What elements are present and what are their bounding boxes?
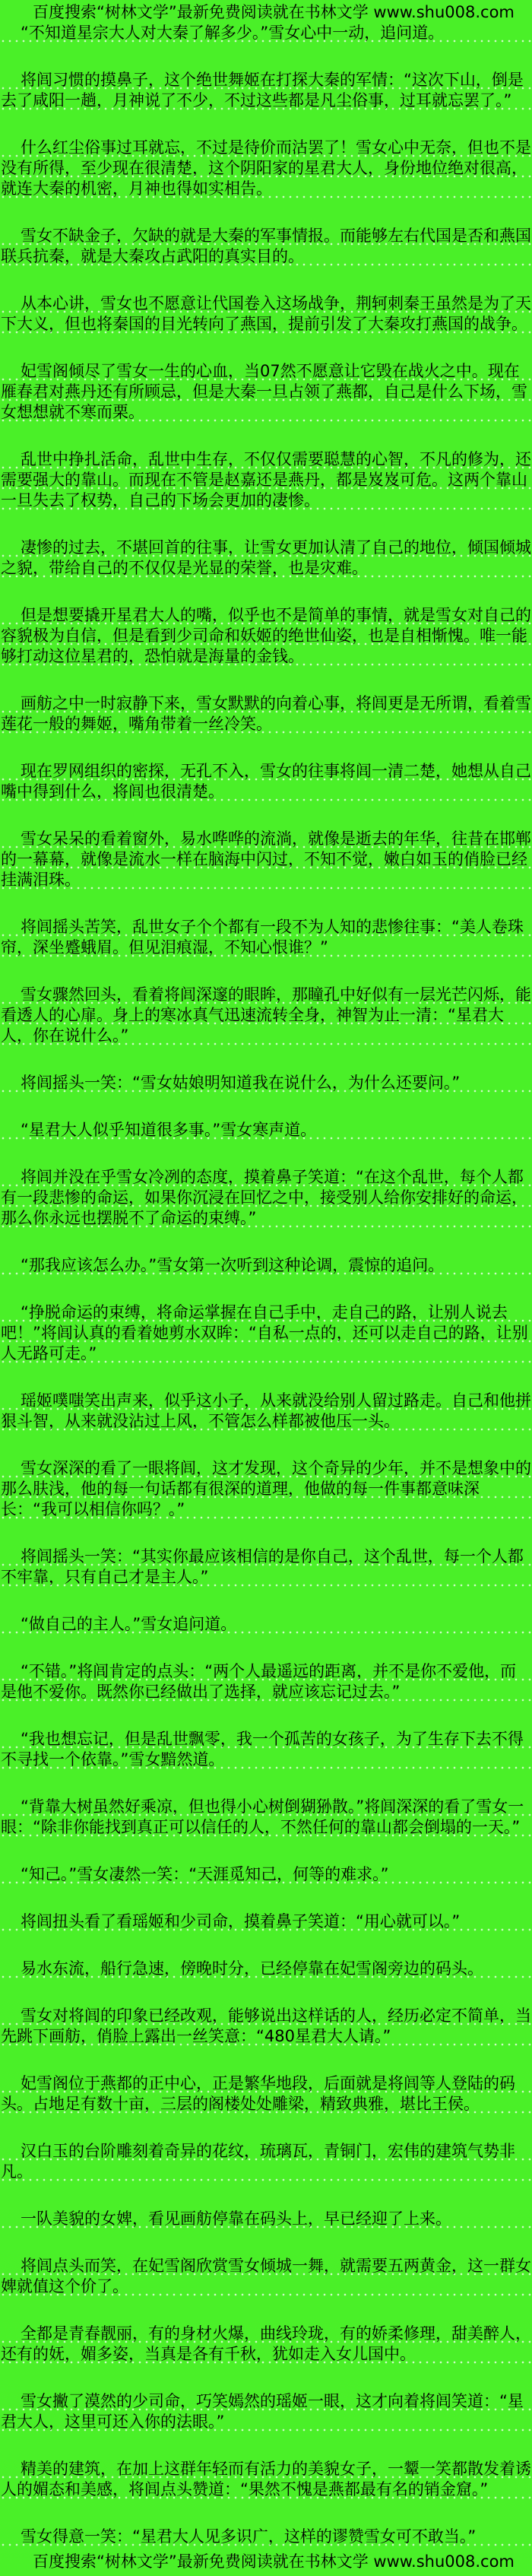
promo-header: 百度搜索“树林文学”最新免费阅读就在书林文学 www.shu008.com [33,3,515,21]
paragraph: 画舫之中一时寂静下来，雪女默默的向着心事，将闾更是无所谓，看着雪莲花一般的舞姬，嘴角带着一丝冷笑。 [1,694,531,733]
paragraph: 凄惨的过去，不堪回首的往事，让雪女更加认清了自己的地位，倾国倾城之貌，带给自己的不仅仅是光显的荣誉，也是灾难。 [1,538,531,577]
paragraph: 雪女得意一笑：“星君大人见多识广，这样的谬赞雪女可不敢当。” [1,2527,531,2547]
paragraph: 从本心讲，雪女也不愿意让代国卷入这场战争，荆轲刺秦王虽然是为了天下大义，但也将秦国的目光转向了燕国，提前引发了大秦攻打燕国的战争。 [1,294,531,333]
paragraph: 雪女不缺金子，欠缺的就是大秦的军事情报。而能够左右代国是否和燕国联兵抗秦，就是大秦攻占武阳的真实目的。 [1,227,531,265]
promo-footer: 百度搜索“树林文学”最新免费阅读就在书林文学 www.shu008.com [33,2552,515,2571]
paragraph: 雪女撇了漠然的少司命，巧笑嫣然的瑶姬一眼，这才向着将闾笑道：“星君大人，这里可还入你的法眼。” [1,2391,531,2432]
paragraph: 妃雪阁倾尽了雪女一生的心血，当07然不愿意让它毁在战火之中。现在雁春君对燕丹还有所顾忌，但是大秦一旦占领了燕都，自己是什么下场，雪女想想就不寒而栗。 [1,361,531,423]
paragraph: 但是想要撬开星君大人的嘴，似乎也不是简单的事情，就是雪女对自己的容貌极为自信，但是看到少司命和妖姬的绝世仙姿，也是自相惭愧。唯一能够打动这位星君的，恐怕就是海量的金钱。 [1,606,531,665]
paragraph: 乱世中挣扎活命，乱世中生存，不仅仅需要聪慧的心智，不凡的修为，还需要强大的靠山。而现在不管是赵嘉还是燕丹，都是岌岌可危。这两个靠山一旦失去了权势，自己的下场会更加的凄惨。 [1,450,531,509]
paragraph: 将闾习惯的摸鼻子，这个绝世舞姬在打探大秦的军情：“这次下山，倒是去了咸阳一趟，月神说了不少，不过这些都是凡尘俗事，过耳就忘罢了。” [1,70,531,111]
paragraph: 将闾摇头苦笑，乱世女子个个都有一段不为人知的悲惨往事：“美人卷珠帘，深坐蹙蛾眉。但见泪痕湿，不知心恨谁？” [1,917,531,958]
paragraph: 雪女对将闾的印象已经改观，能够说出这样话的人，经历必定不简单，当先跳下画舫，俏脸上露出一丝笑意：“480星君大人请。” [1,2007,531,2045]
paragraph: 将闾扭头看了看瑶姬和少司命，摸着鼻子笑道：“用心就可以。” [1,1911,531,1932]
paragraph: 一队美貌的女婢，看见画舫停靠在码头上，早已经迎了上来。 [1,2209,531,2229]
paragraph: “那我应该怎么办。”雪女第一次听到这种论调，震惊的追问。 [1,1255,531,1276]
chapter-text [0,23,532,2547]
paragraph: 现在罗网组织的密探，无孔不入，雪女的往事将闾一清二楚，她想从自己嘴中得到什么，将闾也很清楚。 [1,762,531,801]
paragraph: 将闾摇头一笑：“其实你最应该相信的是你自己，这个乱世，每一个人都不牢靠，只有自己才是主人。” [1,1547,531,1588]
paragraph: “做自己的主人。”雪女追问道。 [1,1614,531,1635]
paragraph: “不知道星宗大人对大秦了解多少。”雪女心中一动，追问道。 [1,23,531,43]
paragraph: 全都是青春靓丽，有的身材火爆，曲线玲珑，有的娇柔修理，甜美醉人，还有的妩，媚多姿，当真是各有千秋，犹如走入女儿国中。 [1,2324,531,2363]
paragraph: 易水东流，船行急速，傍晚时分，已经停靠在妃雪阁旁边的码头。 [1,1959,531,1979]
paragraph: 将闾并没在乎雪女冷冽的态度，摸着鼻子笑道：“在这个乱世，每个人都有一段悲惨的命运，如果你沉浸在回忆之中，接受别人给你安排好的命运，那么你永远也摆脱不了命运的束缚。” [1,1167,531,1229]
paragraph: 将闾点头而笑，在妃雪阁欣赏雪女倾城一舞，就需要五两黄金，这一群女婢就值这个价了。 [1,2257,531,2295]
paragraph: “不错。”将闾肯定的点头：“两个人最遥远的距离，并不是你不爱他，而是他不爱你。既然你已经做出了选择，就应该忘记过去。” [1,1661,531,1702]
paragraph: “星君大人似乎知道很多事。”雪女寒声道。 [1,1120,531,1140]
paragraph: “知己。”雪女凄然一笑：“天涯觅知己，何等的难求。” [1,1864,531,1885]
paragraph: 妃雪阁位于燕都的正中心，正是繁华地段，后面就是将闾等人登陆的码头。占地足有数十亩，三层的阁楼处处雕梁，精致典雅，堪比王侯。 [1,2073,531,2114]
paragraph: 什么红尘俗事过耳就忘，不过是待价而沽罢了！雪女心中无奈，但也不是没有所得，至少现在很清楚，这个阴阳家的星君大人，身份地位绝对很高，就连大秦的机密，月神也得如实相告。 [1,138,531,198]
paragraph: 汉白玉的台阶雕刻着奇异的花纹，琉璃瓦，青铜门，宏伟的建筑气势非凡。 [1,2141,531,2182]
paragraph: 精美的建筑，在加上这群年轻而有活力的美貌女子，一颦一笑都散发着诱人的媚态和美感，将闾点头赞道：“果然不愧是燕都最有名的销金窟。” [1,2460,531,2498]
paragraph: 雪女深深的看了一眼将闾，这才发现，这个奇异的少年，并不是想象中的那么肤浅，他的每一句话都有很深的道理，他做的每一件事都意味深长：“我可以相信你吗？。” [1,1459,531,1518]
paragraph: 雪女呆呆的看着窗外，易水哗哗的流淌，就像是逝去的年华，往昔在邯郸的一幕幕，就像是流水一样在脑海中闪过，不知不觉，嫩白如玉的俏脸已经挂满泪珠。 [1,830,531,889]
paragraph: 将闾摇头一笑：“雪女姑娘明知道我在说什么，为什么还要问。” [1,1073,531,1093]
paragraph: 瑶姬噗嗤笑出声来，似乎这小子，从来就没给别人留过路走。自己和他拼狠斗智，从来就没沾过上风，不管怎么样都被他压一头。 [1,1391,531,1430]
paragraph: “挣脱命运的束缚，将命运掌握在自己手中，走自己的路，让别人说去吧！”将闾认真的看着她剪水双眸：“自私一点的，还可以走自己的路，让别人无路可走。” [1,1302,531,1364]
paragraph: “背靠大树虽然好乘凉，但也得小心树倒猢狲散。”将闾深深的看了雪女一眼：“除非你能找到真正可以信任的人，不然任何的靠山都会倒塌的一天。” [1,1797,531,1838]
paragraph: “我也想忘记，但是乱世飘零，我一个孤苦的女孩子，为了生存下去不得不寻找一个依靠。”雪女黯然道。 [1,1729,531,1770]
paragraph: 雪女骤然回头，看着将闾深邃的眼眸，那瞳孔中好似有一层光芒闪烁，能看透人的心扉。身上的寒冰真气迅速流转全身，神智为止一清：“星君大人，你在说什么。” [1,985,531,1045]
